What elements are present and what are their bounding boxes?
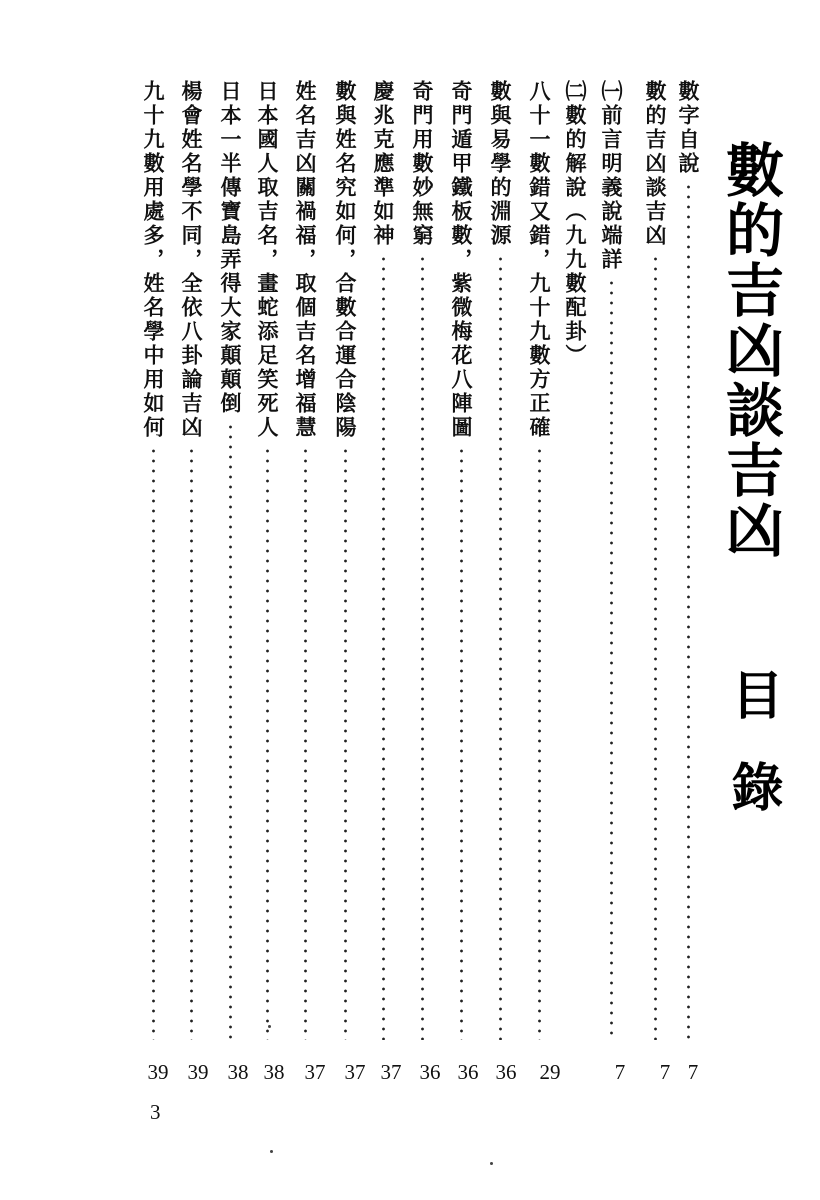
dot-leader — [421, 254, 424, 1040]
toc-entry-page: 38 — [263, 1060, 285, 1084]
dot-leader — [538, 446, 541, 1040]
toc-entry[interactable] — [215, 80, 245, 1040]
toc-entry-title: 數與易學的淵源 — [488, 80, 513, 248]
scan-speck — [270, 1150, 273, 1153]
scan-speck — [490, 1162, 493, 1165]
dot-leader — [152, 446, 155, 1040]
toc-entry-title: 數的吉凶談吉凶 — [643, 80, 668, 248]
toc-heading: 目錄 — [722, 668, 782, 852]
toc-entry-page: 36 — [419, 1060, 441, 1084]
dot-leader — [382, 254, 385, 1040]
toc-entry[interactable] — [596, 80, 626, 1040]
toc-entry-page: 37 — [304, 1060, 326, 1084]
toc-entry-title: 日本國人取吉名，畫蛇添足笑死人 — [255, 80, 280, 440]
toc-entry[interactable] — [330, 80, 360, 1040]
toc-entry-title: 數字自說 — [676, 80, 701, 176]
toc-entry[interactable] — [252, 80, 282, 1040]
toc-entry-title: 八十一數錯又錯，九十九數方正確 — [527, 80, 552, 440]
toc-entry[interactable] — [138, 80, 168, 1040]
dot-leader — [460, 446, 463, 1040]
toc-entry[interactable] — [176, 80, 206, 1040]
toc-entry-title: ㈠前言明義說端詳 — [599, 80, 624, 272]
dot-leader — [610, 278, 613, 1040]
dot-leader — [266, 446, 269, 1040]
toc-entry-page: 7 — [614, 1060, 626, 1084]
toc-entry[interactable] — [560, 80, 590, 380]
toc-entry-page: 39 — [147, 1060, 169, 1084]
dot-leader — [344, 446, 347, 1040]
toc-entry-title: 慶兆克應準如神 — [371, 80, 396, 248]
dot-leader — [654, 254, 657, 1040]
scan-speck — [268, 1025, 271, 1028]
toc-entry[interactable] — [407, 80, 437, 1040]
toc-entry[interactable] — [673, 80, 703, 1040]
toc-entry-page: 7 — [687, 1060, 699, 1084]
toc-entry-page: 37 — [344, 1060, 366, 1084]
toc-entry[interactable] — [446, 80, 476, 1040]
dot-leader — [687, 182, 690, 1040]
toc-entry-title: 九十九數用處多，姓名學中用如何 — [141, 80, 166, 440]
toc-entry-title: 楊會姓名學不同，全依八卦論吉凶 — [179, 80, 204, 440]
toc-entry-title: 姓名吉凶關禍福，取個吉名增福慧 — [293, 80, 318, 440]
toc-entry-page: 36 — [457, 1060, 479, 1084]
toc-entry-page: 29 — [539, 1060, 561, 1084]
folio-page-number: 3 — [150, 1100, 161, 1124]
dot-leader — [190, 446, 193, 1040]
toc-entry-title: 數與姓名究如何，合數合運合陰陽 — [333, 80, 358, 440]
toc-entry-title: 奇門用數妙無窮 — [410, 80, 435, 248]
toc-entry-title: ㈡數的解說（九九數配卦） — [563, 80, 588, 368]
toc-entry-page: 39 — [187, 1060, 209, 1084]
toc-entry-page: 7 — [659, 1060, 671, 1084]
toc-entry[interactable] — [524, 80, 554, 1040]
toc-entry[interactable] — [640, 80, 670, 1040]
dot-leader — [229, 422, 232, 1040]
toc-entry-page: 37 — [380, 1060, 402, 1084]
toc-entry-page: 38 — [227, 1060, 249, 1084]
toc-entry[interactable] — [485, 80, 515, 1040]
book-title: 數的吉凶談吉凶 — [716, 140, 784, 560]
toc-entry-title: 日本一半傳寶島弄得大家顛顛倒 — [218, 80, 243, 416]
toc-entry[interactable] — [368, 80, 398, 1040]
toc-entry[interactable] — [290, 80, 320, 1040]
dot-leader — [499, 254, 502, 1040]
toc-entry-title: 奇門遁甲鐵板數，紫微梅花八陣圖 — [449, 80, 474, 440]
toc-entry-page: 36 — [495, 1060, 517, 1084]
dot-leader — [304, 446, 307, 1040]
